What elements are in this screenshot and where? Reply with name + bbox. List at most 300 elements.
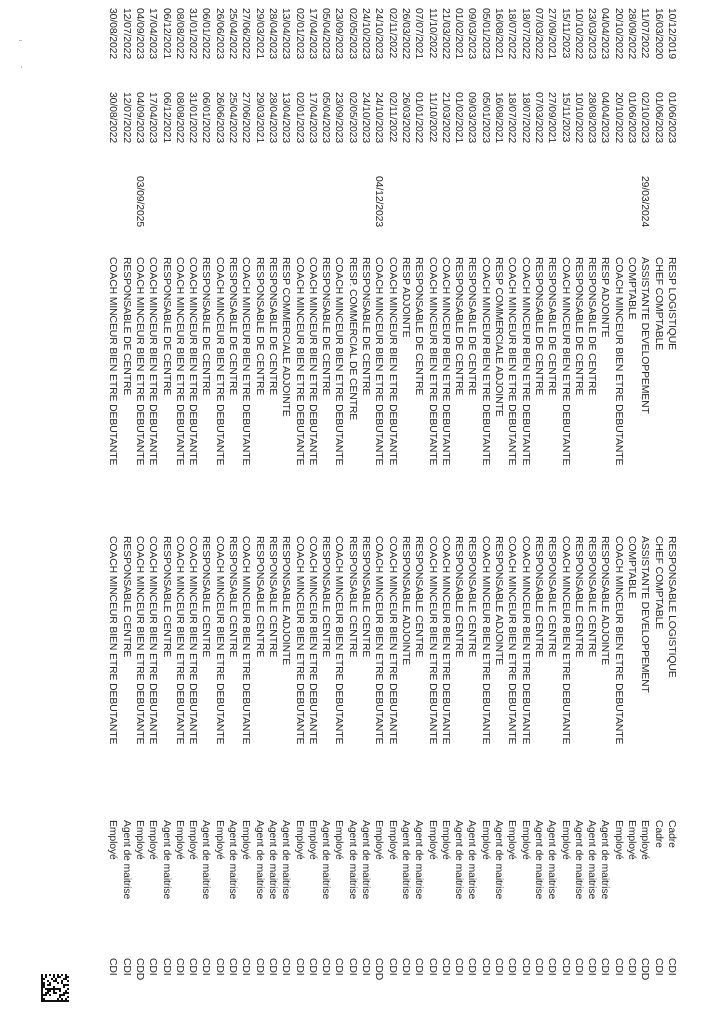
contract-type-cell: CDI (439, 958, 451, 976)
status-cell: Employé (240, 820, 252, 860)
end-date-cell: 03/09/2025 (134, 176, 145, 228)
seniority-date-cell: 13/04/2023 (280, 92, 292, 144)
seniority-date-cell: 07/03/2022 (533, 92, 544, 144)
seniority-date-cell: 16/08/2021 (493, 92, 505, 144)
table-row (559, 8, 572, 1018)
seniority-date-cell: 02/05/2023 (346, 92, 358, 144)
job-title-cell: COACH MINCEUR BIEN ETRE DEBUTANTE (439, 257, 451, 466)
contract-type-cell: CDI (360, 958, 372, 976)
contract-type-cell: CDI (293, 958, 305, 976)
seniority-date-cell: 02/01/2023 (293, 92, 305, 144)
contract-type-cell: CDI (280, 958, 292, 976)
entry-date-cell: 07/03/2022 (533, 8, 544, 60)
status-cell: Employé (612, 820, 624, 860)
status-cell: Employé (439, 820, 451, 860)
seniority-date-cell: 05/04/2023 (320, 92, 332, 144)
contract-type-cell: CDI (386, 958, 398, 976)
table-row (439, 8, 452, 1018)
contract-type-cell: CDD (639, 958, 651, 981)
job-title-cell: RESP ADJOINTE (599, 257, 611, 338)
table-row (293, 8, 306, 1018)
status-cell: Employé (426, 820, 438, 860)
contract-type-cell: CDI (479, 958, 491, 976)
job-title-normalized-cell: RESPONSABLE ADJOINTE (599, 536, 611, 666)
margin-mark (19, 40, 22, 41)
entry-date-cell: 31/01/2022 (187, 8, 199, 60)
entry-date-cell: 26/03/2022 (400, 8, 411, 60)
contract-type-cell: CDI (533, 958, 544, 976)
contract-type-cell: CDI (160, 958, 172, 976)
margin-mark (21, 66, 22, 68)
table-row (505, 8, 518, 1018)
job-title-cell: RESPONSABLE DE CENTRE (466, 257, 478, 396)
job-title-normalized-cell: RESPONSABLE CENTRE (572, 536, 584, 658)
job-title-cell: COACH MINCEUR BIEN ETRE DEBUTANTE (213, 257, 225, 466)
entry-date-cell: 10/10/2022 (572, 8, 584, 60)
job-title-normalized-cell: ASSISTANTE DEVELOPPEMENT (639, 536, 651, 693)
contract-type-cell: CDI (107, 958, 119, 976)
seniority-date-cell: 29/03/2021 (253, 92, 265, 144)
entry-date-cell: 17/04/2023 (306, 8, 318, 60)
job-title-cell: RESPONSABLE DE CENTRE (546, 257, 558, 396)
job-title-cell: RESPONSABLE DE CENTRE (267, 257, 278, 396)
job-title-cell: COACH MINCEUR BIEN ETRE DEBUTANTE (612, 257, 624, 466)
entry-date-cell: 05/01/2023 (479, 8, 491, 60)
end-date-cell: 04/12/2023 (373, 176, 385, 228)
job-title-cell: COACH MINCEUR BIEN ETRE DEBUTANTE (479, 257, 491, 466)
table-row (479, 8, 492, 1018)
job-title-cell: COACH MINCEUR BIEN ETRE DEBUTANTE (240, 257, 252, 466)
entry-date-cell: 27/09/2021 (546, 8, 558, 60)
job-title-normalized-cell: COACH MINCEUR BIEN ETRE DEBUTANTE (333, 536, 345, 745)
contract-type-cell: CDI (493, 958, 505, 976)
job-title-cell: COACH MINCEUR BIEN ETRE DEBUTANTE (333, 257, 345, 466)
seniority-date-cell: 18/07/2022 (519, 92, 531, 144)
table-row (120, 8, 133, 1018)
entry-date-cell: 02/11/2022 (386, 8, 398, 59)
job-title-cell: COACH MINCEUR BIEN ETRE DEBUTANTE (426, 257, 438, 466)
end-date-cell: 29/03/2024 (639, 176, 651, 228)
entry-date-cell: 11/10/2022 (426, 8, 438, 59)
table-row (625, 8, 638, 1018)
job-title-normalized-cell: RESPONSABLE ADJOINTE (493, 536, 505, 666)
job-title-normalized-cell: COACH MINCEUR BIEN ETRE DEBUTANTE (293, 536, 305, 745)
job-title-cell: RESPONSABLE DE CENTRE (120, 257, 132, 396)
entry-date-cell: 09/03/2023 (466, 8, 478, 60)
seniority-date-cell: 09/03/2023 (466, 92, 478, 144)
job-title-normalized-cell: COACH MINCEUR BIEN ETRE DEBUTANTE (147, 536, 159, 745)
job-title-normalized-cell: COACH MINCEUR BIEN ETRE DEBUTANTE (306, 536, 318, 745)
status-cell: Employé (386, 820, 398, 860)
job-title-normalized-cell: COACH MINCEUR BIEN ETRE DEBUTANTE (519, 536, 531, 745)
job-title-cell: COACH MINCEUR BIEN ETRE DEBUTANTE (134, 257, 145, 466)
status-cell: Employé (519, 820, 531, 860)
job-title-cell: COACH MINCEUR BIEN ETRE DEBUTANTE (173, 257, 185, 466)
job-title-cell: RESPONSABLE DE CENTRE (586, 257, 598, 396)
job-title-cell: RESPONSABLE DE CENTRE (572, 257, 584, 396)
contract-type-cell: CDI (187, 958, 199, 976)
status-cell: Employé (134, 820, 145, 860)
job-title-normalized-cell: CHEF COMPTABLE (652, 536, 664, 630)
seniority-date-cell: 02/10/2023 (639, 92, 651, 144)
entry-date-cell: 29/03/2021 (253, 8, 265, 60)
job-title-normalized-cell: RESPONSABLE CENTRE (227, 536, 239, 658)
contract-type-cell: CDI (652, 958, 664, 976)
table-row (133, 8, 146, 1018)
job-title-normalized-cell: RESPONSABLE CENTRE (320, 536, 332, 658)
status-cell: Employé (293, 820, 305, 860)
table-row (173, 8, 186, 1018)
seniority-date-cell: 04/09/2023 (134, 92, 145, 144)
table-row (319, 8, 332, 1018)
entry-date-cell: 17/04/2023 (147, 8, 159, 60)
status-cell: Cadre (666, 820, 677, 848)
entry-date-cell: 28/09/2022 (626, 8, 638, 60)
entry-date-cell: 27/06/2022 (240, 8, 252, 60)
contract-type-cell: CDI (306, 958, 318, 976)
status-cell: Agent de maitrise (466, 820, 478, 900)
seniority-date-cell: 26/03/2022 (400, 92, 411, 144)
table-row (213, 8, 226, 1018)
job-title-cell: RESPONSABLE DE CENTRE (413, 257, 425, 396)
contract-type-cell: CDI (400, 958, 411, 976)
job-title-normalized-cell: RESPONSABLE CENTRE (267, 536, 278, 658)
status-cell: Agent de maitrise (400, 820, 411, 900)
job-title-normalized-cell: COMPTABLE (626, 536, 638, 599)
status-cell: Employé (639, 820, 651, 860)
job-title-cell: RESPONSABLE DE CENTRE (227, 257, 239, 396)
entry-date-cell: 01/02/2021 (453, 8, 465, 60)
seniority-date-cell: 01/01/2022 (413, 92, 425, 144)
job-title-cell: RESPONSABLE DE CENTRE (360, 257, 372, 396)
job-title-normalized-cell: RESPONSABLE CENTRE (360, 536, 372, 658)
entry-date-cell: 05/04/2023 (320, 8, 332, 60)
status-cell: Employé (373, 820, 385, 860)
contract-type-cell: CDI (572, 958, 584, 976)
entry-date-cell: 02/01/2023 (293, 8, 305, 60)
status-cell: Employé (147, 820, 159, 860)
contract-type-cell: CDI (267, 958, 278, 976)
contract-type-cell: CDD (134, 958, 145, 981)
seniority-date-cell: 24/10/2023 (373, 92, 385, 144)
status-cell: Agent de maitrise (120, 820, 132, 900)
table-row (160, 8, 173, 1018)
seniority-date-cell: 25/04/2022 (227, 92, 239, 144)
employee-table (92, 8, 678, 1018)
entry-date-cell: 23/09/2023 (333, 8, 345, 60)
entry-date-cell: 10/12/2019 (666, 8, 677, 60)
seniority-date-cell: 01/06/2023 (626, 92, 638, 144)
contract-type-cell: CDI (559, 958, 571, 976)
seniority-date-cell: 01/02/2021 (453, 92, 465, 144)
seniority-date-cell: 15/11/2023 (559, 92, 571, 143)
contract-type-cell: CDI (227, 958, 239, 976)
entry-date-cell: 20/10/2022 (612, 8, 624, 60)
job-title-cell: RESPONSABLE DE CENTRE (200, 257, 212, 396)
status-cell: Agent de maitrise (320, 820, 332, 900)
entry-date-cell: 12/07/2022 (120, 8, 132, 60)
job-title-normalized-cell: COACH MINCEUR BIEN ETRE DEBUTANTE (173, 536, 185, 745)
seniority-date-cell: 11/10/2022 (426, 92, 438, 143)
seniority-date-cell: 26/06/2023 (213, 92, 225, 144)
status-cell: Employé (213, 820, 225, 860)
job-title-cell: COACH MINCEUR BIEN ETRE DEBUTANTE (373, 257, 385, 466)
entry-date-cell: 02/05/2023 (346, 8, 358, 60)
job-title-cell: RESP LOGISTIQUE (666, 257, 677, 351)
job-title-cell: RESPONSABLE DE CENTRE (533, 257, 544, 396)
entry-date-cell: 16/08/2021 (493, 8, 505, 60)
job-title-normalized-cell: RESPONSABLE CENTRE (253, 536, 265, 658)
seniority-date-cell: 18/07/2022 (506, 92, 518, 144)
contract-type-cell: CDI (599, 958, 611, 976)
job-title-normalized-cell: RESPONSABLE CENTRE (200, 536, 212, 658)
job-title-cell: COACH MINCEUR BIEN ETRE DEBUTANTE (293, 257, 305, 466)
entry-date-cell: 13/04/2023 (280, 8, 292, 60)
entry-date-cell: 30/08/2022 (107, 8, 119, 60)
status-cell: Employé (187, 820, 199, 860)
seniority-date-cell: 27/06/2022 (240, 92, 252, 144)
contract-type-cell: CDI (626, 958, 638, 976)
job-title-cell: COACH MINCEUR BIEN ETRE DEBUTANTE (559, 257, 571, 466)
job-title-normalized-cell: COACH MINCEUR BIEN ETRE DEBUTANTE (240, 536, 252, 745)
status-cell: Agent de maitrise (599, 820, 611, 900)
contract-type-cell: CDI (147, 958, 159, 976)
job-title-normalized-cell: RESPONSABLE ADJOINTE (400, 536, 411, 666)
job-title-normalized-cell: COACH MINCEUR BIEN ETRE DEBUTANTE (187, 536, 199, 745)
entry-date-cell: 08/08/2022 (173, 8, 185, 60)
entry-date-cell: 06/01/2022 (200, 8, 212, 60)
status-cell: Agent de maitrise (453, 820, 465, 900)
seniority-date-cell: 02/11/2022 (386, 92, 398, 143)
status-cell: Agent de maitrise (267, 820, 278, 900)
status-cell: Agent de maitrise (280, 820, 292, 900)
table-row (306, 8, 319, 1018)
seniority-date-cell: 20/10/2022 (612, 92, 624, 144)
table-row (665, 8, 678, 1018)
job-title-normalized-cell: RESPONSABLE CENTRE (466, 536, 478, 658)
status-cell: Employé (306, 820, 318, 860)
table-row (146, 8, 159, 1018)
job-title-normalized-cell: COACH MINCEUR BIEN ETRE DEBUTANTE (426, 536, 438, 745)
entry-date-cell: 23/03/2023 (586, 8, 598, 60)
job-title-normalized-cell: RESPONSABLE ADJOINTE (280, 536, 292, 666)
contract-type-cell: CDI (120, 958, 132, 976)
job-title-normalized-cell: COACH MINCEUR BIEN ETRE DEBUTANTE (439, 536, 451, 745)
seniority-date-cell: 30/08/2022 (107, 92, 119, 144)
table-row (652, 8, 665, 1018)
table-row (359, 8, 372, 1018)
table-row (466, 8, 479, 1018)
table-row (226, 8, 239, 1018)
job-title-cell: RESP COMMERCIALE ADJOINTE (493, 257, 505, 417)
job-title-normalized-cell: COACH MINCEUR BIEN ETRE DEBUTANTE (612, 536, 624, 745)
entry-date-cell: 24/10/2023 (373, 8, 385, 60)
job-title-normalized-cell: RESPONSABLE CENTRE (160, 536, 172, 658)
contract-type-cell: CDI (612, 958, 624, 976)
job-title-normalized-cell: RESPONSABLE CENTRE (546, 536, 558, 658)
job-title-normalized-cell: RESPONSABLE CENTRE (120, 536, 132, 658)
contract-type-cell: CDD (373, 958, 385, 981)
contract-type-cell: CDI (466, 958, 478, 976)
status-cell: Cadre (652, 820, 664, 848)
job-title-normalized-cell: COACH MINCEUR BIEN ETRE DEBUTANTE (213, 536, 225, 745)
seniority-date-cell: 01/06/2023 (652, 92, 664, 144)
job-title-cell: RESPONSABLE DE CENTRE (253, 257, 265, 396)
entry-date-cell: 21/03/2022 (439, 8, 451, 60)
job-title-cell: COACH MINCEUR BIEN ETRE DEBUTANTE (107, 257, 119, 466)
entry-date-cell: 18/07/2022 (506, 8, 518, 60)
table-row (186, 8, 199, 1018)
job-title-normalized-cell: COACH MINCEUR BIEN ETRE DEBUTANTE (107, 536, 119, 745)
job-title-cell: COACH MINCEUR BIEN ETRE DEBUTANTE (147, 257, 159, 466)
status-cell: Agent de maitrise (546, 820, 558, 900)
table-row (545, 8, 558, 1018)
job-title-cell: COACH MINCEUR BIEN ETRE DEBUTANTE (187, 257, 199, 466)
status-cell: Agent de maitrise (586, 820, 598, 900)
contract-type-cell: CDI (546, 958, 558, 976)
job-title-cell: COACH MINCEUR BIEN ETRE DEBUTANTE (386, 257, 398, 466)
status-cell: Agent de maitrise (227, 820, 239, 900)
table-row (492, 8, 505, 1018)
seniority-date-cell: 17/04/2023 (147, 92, 159, 144)
job-title-cell: RESPONSABLE DE CENTRE (160, 257, 172, 396)
table-row (399, 8, 412, 1018)
table-row (239, 8, 252, 1018)
entry-date-cell: 16/03/2020 (652, 8, 664, 60)
job-title-cell: RESPONSABLE DE CENTRE (453, 257, 465, 396)
job-title-cell: ASSISTANTE DEVELOPPEMENT (639, 257, 651, 414)
entry-date-cell: 07/07/2021 (413, 8, 425, 60)
table-row (452, 8, 465, 1018)
job-title-normalized-cell: RESPONSABLE CENTRE (453, 536, 465, 658)
status-cell: Employé (559, 820, 571, 860)
job-title-normalized-cell: RESPONSABLE LOGISTIQUE (666, 536, 677, 678)
contract-type-cell: CDI (519, 958, 531, 976)
entry-date-cell: 18/07/2022 (519, 8, 531, 60)
job-title-normalized-cell: RESPONSABLE CENTRE (413, 536, 425, 658)
contract-type-cell: CDI (213, 958, 225, 976)
seniority-date-cell: 28/04/2023 (267, 92, 278, 144)
job-title-normalized-cell: COACH MINCEUR BIEN ETRE DEBUTANTE (559, 536, 571, 745)
seniority-date-cell: 06/01/2022 (200, 92, 212, 144)
seniority-date-cell: 01/06/2023 (666, 92, 677, 144)
status-cell: Employé (173, 820, 185, 860)
status-cell: Agent de maitrise (200, 820, 212, 900)
status-cell: Agent de maitrise (253, 820, 265, 900)
contract-type-cell: CDI (453, 958, 465, 976)
table-row (372, 8, 385, 1018)
status-cell: Employé (626, 820, 638, 860)
contract-type-cell: CDI (173, 958, 185, 976)
seniority-date-cell: 05/01/2023 (479, 92, 491, 144)
table-row (599, 8, 612, 1018)
seniority-date-cell: 04/04/2023 (599, 92, 611, 144)
status-cell: Agent de maitrise (533, 820, 544, 900)
status-cell: Agent de maitrise (413, 820, 425, 900)
entry-date-cell: 25/04/2022 (227, 8, 239, 60)
status-cell: Agent de maitrise (160, 820, 172, 900)
entry-date-cell: 06/12/2021 (160, 8, 172, 60)
job-title-normalized-cell: COACH MINCEUR BIEN ETRE DEBUTANTE (479, 536, 491, 745)
table-row (333, 8, 346, 1018)
status-cell: Employé (107, 820, 119, 860)
contract-type-cell: CDI (426, 958, 438, 976)
contract-type-cell: CDI (506, 958, 518, 976)
table-row (585, 8, 598, 1018)
entry-date-cell: 15/11/2023 (559, 8, 571, 59)
table-row (532, 8, 545, 1018)
seniority-date-cell: 21/03/2022 (439, 92, 451, 144)
seniority-date-cell: 10/10/2022 (572, 92, 584, 144)
job-title-cell: COMPTABLE (626, 257, 638, 320)
job-title-cell: CHEF COMPTABLE (652, 257, 664, 351)
contract-type-cell: CDI (413, 958, 425, 976)
contract-type-cell: CDI (200, 958, 212, 976)
table-row (638, 8, 651, 1018)
entry-date-cell: 26/06/2023 (213, 8, 225, 60)
status-cell: Agent de maitrise (360, 820, 372, 900)
job-title-normalized-cell: RESPONSABLE CENTRE (533, 536, 544, 658)
contract-type-cell: CDI (586, 958, 598, 976)
job-title-cell: COACH MINCEUR BIEN ETRE DEBUTANTE (506, 257, 518, 466)
seniority-date-cell: 17/04/2023 (306, 92, 318, 144)
job-title-cell: RESP COMMERCIALE ADJOINTE (280, 257, 292, 417)
table-row (346, 8, 359, 1018)
table-row (200, 8, 213, 1018)
contract-type-cell: CDI (666, 958, 677, 976)
seniority-date-cell: 12/07/2022 (120, 92, 132, 144)
contract-type-cell: CDI (333, 958, 345, 976)
seniority-date-cell: 28/08/2023 (586, 92, 598, 144)
job-title-cell: COACH MINCEUR BIEN ETRE DEBUTANTE (306, 257, 318, 466)
job-title-normalized-cell: COACH MINCEUR BIEN ETRE DEBUTANTE (373, 536, 385, 745)
table-row (386, 8, 399, 1018)
table-row (279, 8, 292, 1018)
status-cell: Employé (333, 820, 345, 860)
entry-date-cell: 24/10/2023 (360, 8, 372, 60)
job-title-normalized-cell: COACH MINCEUR BIEN ETRE DEBUTANTE (386, 536, 398, 745)
job-title-cell: COACH MINCEUR BIEN ETRE DEBUTANTE (519, 257, 531, 466)
contract-type-cell: CDI (253, 958, 265, 976)
entry-date-cell: 04/09/2023 (134, 8, 145, 60)
contract-type-cell: CDI (240, 958, 252, 976)
table-row (412, 8, 425, 1018)
table-row (612, 8, 625, 1018)
seniority-date-cell: 24/10/2023 (360, 92, 372, 144)
table-row (253, 8, 266, 1018)
seniority-date-cell: 06/12/2021 (160, 92, 172, 144)
table-row (519, 8, 532, 1018)
status-cell: Agent de maitrise (572, 820, 584, 900)
status-cell: Employé (479, 820, 491, 860)
table-row (106, 8, 119, 1018)
entry-date-cell: 11/07/2022 (639, 8, 651, 59)
job-title-cell: RESPONSABLE DE CENTRE (320, 257, 332, 396)
contract-type-cell: CDI (320, 958, 332, 976)
status-cell: Agent de maitrise (346, 820, 358, 900)
job-title-cell: RESP ADJOINTE (400, 257, 411, 338)
status-cell: Agent de maitrise (493, 820, 505, 900)
seniority-date-cell: 31/01/2022 (187, 92, 199, 144)
entry-date-cell: 28/04/2023 (267, 8, 278, 60)
seniority-date-cell: 08/08/2022 (173, 92, 185, 144)
status-cell: Employé (506, 820, 518, 860)
contract-type-cell: CDI (346, 958, 358, 976)
job-title-normalized-cell: COACH MINCEUR BIEN ETRE DEBUTANTE (506, 536, 518, 745)
job-title-normalized-cell: COACH MINCEUR BIEN ETRE DEBUTANTE (134, 536, 145, 745)
job-title-cell: RESP. COMMERCIAL DE CENTRE (346, 257, 358, 421)
seniority-date-cell: 23/09/2023 (333, 92, 345, 144)
